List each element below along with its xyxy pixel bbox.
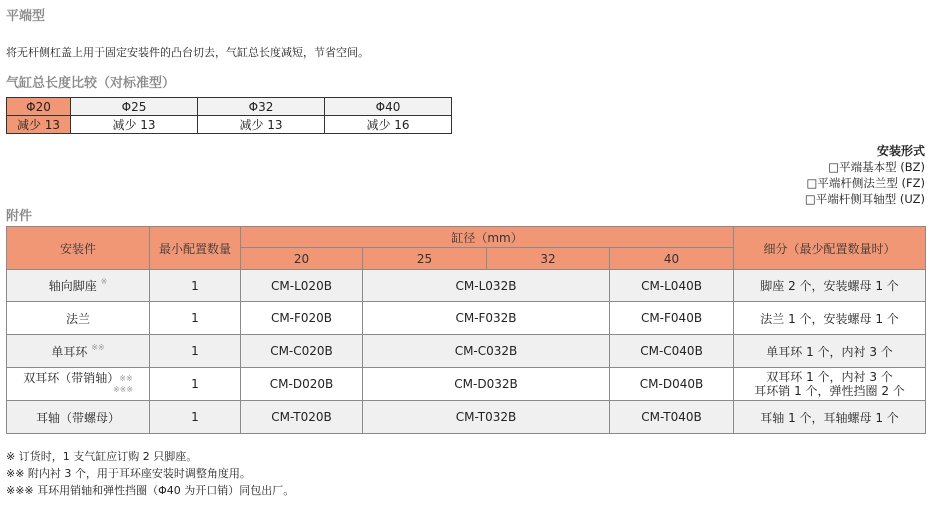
table-row [7,368,926,401]
table-row [7,401,926,434]
footnote-mark: ※※ [91,342,105,352]
bore-cell: Φ32 [198,98,325,116]
code-20: CM-D020B [241,368,363,401]
header-min-qty: 最小配置数量 [150,227,241,270]
part-name: 耳轴（带螺母） [7,401,150,434]
code-40: CM-C040B [610,335,734,368]
length-compare-table [6,97,452,134]
code-25-32: CM-C032B [363,335,610,368]
header-bore: 缸径（mm） [241,227,734,248]
mount-item: □平端杆侧耳轴型 (UZ) [804,192,925,206]
min-qty: 1 [150,335,241,368]
min-qty: 1 [150,368,241,401]
header-bore-20: 20 [241,248,363,270]
mount-title: 安装形式 [876,144,925,158]
table-row [7,270,926,302]
footnote: ※※※ 耳环用销轴和弹性挡圈（Φ40 为开口销）同包出厂。 [6,484,295,497]
code-25-32: CM-T032B [363,401,610,434]
reduction-cell: 减少 13 [7,116,71,134]
footnote-mark: ※ [100,277,108,286]
part-name: 单耳环 ※※ [7,335,150,368]
min-qty: 1 [150,270,241,302]
bore-row [7,98,452,116]
table-row [7,335,926,368]
footnotes [6,448,294,499]
detail: 耳轴 1 个，耳轴螺母 1 个 [734,401,926,434]
reduction-cell: 减少 13 [198,116,325,134]
part-name: 轴向脚座 ※ [7,270,150,302]
header-bore-40: 40 [610,248,734,270]
bore-cell: Φ20 [7,98,71,116]
reduction-cell: 减少 13 [71,116,198,134]
code-25-32: CM-F032B [363,302,610,335]
mount-item: □平端杆侧法兰型 (FZ) [806,176,925,190]
reduction-row [7,116,452,134]
header-bore-32: 32 [487,248,610,270]
table-row [7,302,926,335]
code-20: CM-C020B [241,335,363,368]
code-40: CM-T040B [610,401,734,434]
code-40: CM-F040B [610,302,734,335]
code-40: CM-L040B [610,270,734,302]
code-20: CM-F020B [241,302,363,335]
code-25-32: CM-L032B [363,270,610,302]
code-40: CM-D040B [610,368,734,401]
detail: 双耳环 1 个，内衬 3 个 耳环销 1 个，弹性挡圈 2 个 [734,368,926,401]
detail: 法兰 1 个，安装螺母 1 个 [734,302,926,335]
footnote: ※ 订货时，1 支气缸应订购 2 只脚座。 [6,450,198,463]
reduction-cell: 减少 16 [325,116,452,134]
footnote: ※※ 附内衬 3 个，用于耳环座安装时调整角度用。 [6,467,251,480]
accessories-heading: 附件 [6,209,33,224]
footnote-mark: ※※ [119,374,133,383]
header-part: 安装件 [7,227,150,270]
code-20: CM-L020B [241,270,363,302]
accessories-table [6,226,926,434]
code-25-32: CM-D032B [363,368,610,401]
header-bore-25: 25 [363,248,487,270]
description: 将无杆侧杠盖上用于固定安装件的凸台切去，气缸总长度减短，节省空间。 [6,46,369,59]
min-qty: 1 [150,401,241,434]
page-title: 平端型 [6,9,46,24]
detail: 单耳环 1 个，内衬 3 个 [734,335,926,368]
header-row [7,227,926,248]
detail: 脚座 2 个，安装螺母 1 个 [734,270,926,302]
header-detail: 细分（最少配置数量时） [734,227,926,270]
bore-cell: Φ25 [71,98,198,116]
bore-cell: Φ40 [325,98,452,116]
compare-heading: 气缸总长度比较（对标准型） [6,76,176,91]
min-qty: 1 [150,302,241,335]
code-20: CM-T020B [241,401,363,434]
mount-item: □平端基本型 (BZ) [828,160,925,174]
part-name: 双耳环（带销轴）※※ ※※※ [7,368,150,401]
mount-types [805,143,925,207]
part-name: 法兰 [7,302,150,335]
footnote-mark: ※※※ [112,385,134,394]
